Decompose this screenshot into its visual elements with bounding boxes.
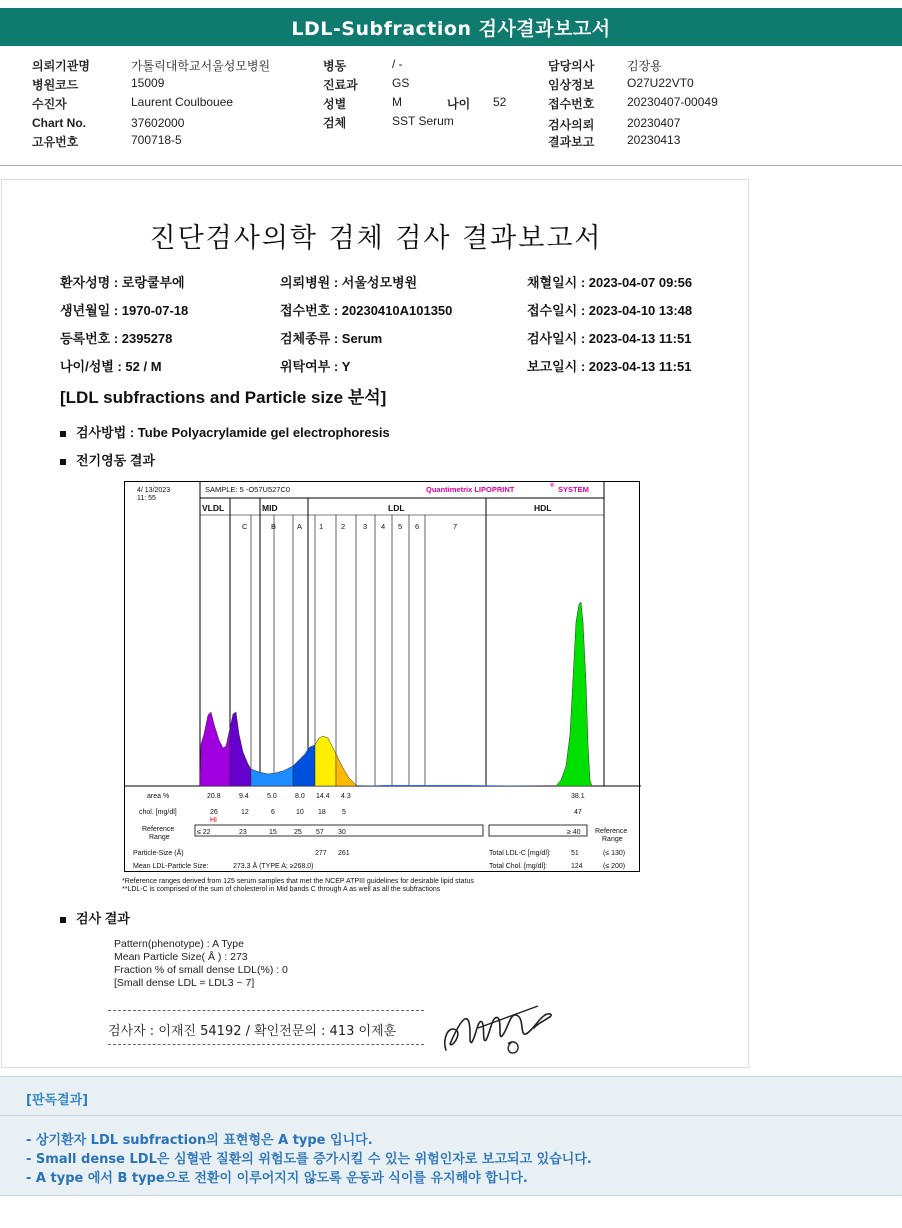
mean-size-value: 273.3 Å (TYPE A; ≥268.0) — [233, 863, 314, 870]
header-field: 임상정보 — [548, 78, 595, 92]
chart-curves — [200, 602, 592, 786]
area-value: 9.4 — [239, 793, 249, 800]
patient-field: 나이/성별 : 52 / M — [60, 359, 162, 374]
header-field: 결과보고 — [548, 135, 595, 149]
group-label: MID — [262, 503, 278, 513]
header-field — [32, 95, 67, 112]
electrophoresis-svg — [125, 482, 641, 873]
reference-value: ≤ 22 — [197, 829, 211, 836]
chart-brand-system: SYSTEM — [558, 485, 589, 494]
hdl-reference: ≥ 40 — [567, 829, 581, 836]
header-value: 20230413 — [627, 133, 681, 147]
embedded-report — [1, 179, 749, 1068]
row-label-area: area % — [147, 793, 170, 800]
dashed-divider — [108, 1044, 424, 1045]
chart-date: 4/ 13/2023 — [137, 487, 171, 494]
result-bullet — [60, 908, 130, 927]
mid-b-area — [251, 766, 293, 786]
header-field — [32, 116, 86, 130]
document-title: LDL-Subfraction 검사결과보고서 — [291, 17, 611, 40]
result-line: Pattern(phenotype) : A Type — [114, 938, 244, 950]
header-field: 검사의뢰 — [548, 118, 595, 132]
footnote: *Reference ranges derived from 125 serum samples that met the NCEP ATPIII guidelines for desirable lipid status — [122, 878, 474, 885]
section-title: [LDL subfractions and Particle size 분석] — [60, 388, 387, 407]
group-label: HDL — [534, 503, 552, 513]
chol-value: 26 — [210, 809, 218, 816]
header-field: 병동 — [323, 59, 347, 73]
header-value: Laurent Coulbouee — [131, 95, 234, 109]
group-label: LDL — [388, 503, 405, 513]
footnote: **LDL-C is comprised of the sum of cholesterol in Mid bands C through A as well as all the subfractions — [122, 886, 441, 893]
total-chol-label: Total Chol. [mg/dl]: — [489, 863, 547, 870]
reference-value: 15 — [269, 829, 277, 836]
band-label: 7 — [453, 522, 458, 531]
particle-size: 261 — [338, 850, 350, 857]
row-label-ref: Range — [149, 834, 170, 841]
patient-field: 의뢰병원 : 서울성모병원 — [280, 275, 418, 290]
header-field — [32, 57, 90, 74]
interpretation-line: - Small dense LDL은 심혈관 질환의 위험도를 증가시킬 수 있는 위험인자로 보고되고 있습니다. — [26, 1152, 592, 1167]
chart-sample: SAMPLE: 5 -O57U527C0 — [205, 485, 291, 494]
header-value: / - — [392, 57, 403, 71]
header-value: 37602000 — [131, 116, 185, 130]
chart-time: 11: 55 — [137, 495, 156, 502]
row-label-mean: Mean LDL-Particle Size: — [133, 863, 209, 870]
chart-brand-reg: ® — [550, 483, 555, 489]
result-line: Fraction % of small dense LDL(%) : 0 — [114, 964, 288, 976]
mid-a-area — [293, 745, 315, 786]
patient-field: 위탁여부 : Y — [280, 359, 351, 374]
interpretation-panel — [0, 1076, 902, 1196]
inspector-line: 검사자 : 이재진 54192 / 확인전문의 : 413 이제훈 — [108, 1024, 397, 1039]
band-label: 1 — [319, 522, 324, 531]
field-label: 수진자 — [32, 97, 67, 111]
patient-field: 생년월일 : 1970-07-18 — [60, 303, 189, 318]
patient-field: 검체종류 : Serum — [280, 331, 383, 346]
band-label: C — [242, 522, 248, 531]
dashed-divider — [108, 1010, 424, 1011]
patient-field: 접수일시 : 2023-04-10 13:48 — [527, 303, 693, 318]
area-value: 8.0 — [295, 793, 305, 800]
interpretation-line: - A type 에서 B type으로 전환이 이루어지지 않도록 운동과 식이를 유지해야 합니다. — [26, 1171, 528, 1186]
row-label-ref-right: Reference — [595, 828, 628, 835]
header-value: O27U22VT0 — [627, 76, 694, 90]
patient-field: 접수번호 : 20230410A101350 — [280, 303, 453, 318]
field-label: 고유번호 — [32, 135, 79, 149]
header-value: 52 — [493, 95, 507, 109]
header-value: 700718-5 — [131, 133, 182, 147]
chol-value: 18 — [318, 809, 326, 816]
field-label: 의뢰기관명 — [32, 59, 90, 73]
interpretation-divider — [0, 1115, 902, 1116]
bullet-icon — [60, 431, 66, 437]
band-label: 5 — [398, 522, 403, 531]
interpretation-label: [판독결과] — [26, 1093, 89, 1108]
header-value: GS — [392, 76, 410, 90]
header-value: 김장용 — [627, 59, 662, 73]
interpretation-line: - 상기환자 LDL subfraction의 표현형은 A type 입니다. — [26, 1133, 373, 1148]
header-field — [32, 76, 78, 93]
reference-value: 57 — [316, 829, 324, 836]
patient-field: 환자성명 : 로랑쿨부에 — [60, 275, 185, 290]
total-ldl-value: 51 — [571, 850, 579, 857]
patient-field: 채혈일시 : 2023-04-07 09:56 — [527, 275, 693, 290]
chart-brand: Quantimetrix LIPOPRINT — [426, 485, 515, 494]
vldl-area — [200, 712, 230, 786]
band-label: B — [271, 522, 277, 531]
band-label: 6 — [415, 522, 420, 531]
patient-field: 등록번호 : 2395278 — [60, 331, 173, 346]
chol-value: 12 — [241, 809, 249, 816]
band-label: 3 — [363, 522, 368, 531]
patient-field: 보고일시 : 2023-04-13 11:51 — [527, 359, 692, 374]
report-title-bar — [0, 8, 902, 46]
bullet-icon — [60, 917, 66, 923]
chol-value: 10 — [296, 809, 304, 816]
mid-c-area — [230, 712, 251, 786]
signature-image — [438, 1000, 568, 1060]
total-chol-ref: (≤ 200) — [603, 863, 626, 870]
report-heading: 진단검사의학 검체 검사 결과보고서 — [149, 223, 603, 254]
header-value: SST Serum — [392, 114, 454, 128]
method-bullet — [60, 422, 390, 441]
group-label: VLDL — [202, 503, 225, 513]
method-text: 검사방법 : Tube Polyacrylamide gel electrophoresis — [76, 425, 390, 440]
total-chol-value: 124 — [571, 863, 583, 870]
header-field: 검체 — [323, 116, 347, 130]
area-value: 20.8 — [207, 793, 221, 800]
row-label-size: Particle-Size (Å) — [133, 850, 184, 857]
result-label: 검사 결과 — [76, 911, 130, 926]
field-label: 병원코드 — [32, 78, 79, 92]
row-label-ref-right: Range — [602, 836, 623, 843]
area-value: 14.4 — [316, 793, 330, 800]
reference-value: 23 — [239, 829, 247, 836]
chart-labels — [133, 482, 627, 870]
header-value: 20230407 — [627, 116, 681, 130]
field-label: Chart No. — [32, 116, 86, 130]
chol-value: 5 — [342, 809, 346, 816]
particle-size: 277 — [315, 850, 327, 857]
electro-label: 전기영동 결과 — [76, 453, 155, 468]
row-label-ref: Reference — [142, 826, 175, 833]
total-ldl-label: Total LDL-C [mg/dl]: — [489, 850, 551, 857]
chol-value: 47 — [574, 809, 582, 816]
result-line: Mean Particle Size( Å ) : 273 — [114, 951, 248, 963]
area-value: 4.3 — [341, 793, 351, 800]
bullet-icon — [60, 459, 66, 465]
ldl2-area — [336, 754, 356, 786]
chol-value: 6 — [271, 809, 275, 816]
electro-bullet — [60, 450, 155, 469]
area-value: 38.1 — [571, 793, 585, 800]
header-value: M — [392, 95, 402, 109]
row-label-chol: chol. [mg/dl] — [139, 809, 177, 816]
header-field: 나이 — [447, 97, 471, 111]
electrophoresis-chart — [124, 481, 640, 872]
header-field: 담당의사 — [548, 59, 595, 73]
ldl1-area — [315, 736, 336, 786]
band-label: 2 — [341, 522, 346, 531]
hdl-area — [556, 602, 592, 786]
header-divider — [0, 165, 902, 166]
total-ldl-ref: (≤ 130) — [603, 850, 626, 857]
band-label: 4 — [381, 522, 386, 531]
band-label: A — [297, 522, 303, 531]
area-value: 5.0 — [267, 793, 277, 800]
reference-value: 30 — [338, 829, 346, 836]
header-field: 진료과 — [323, 78, 358, 92]
reference-value: 25 — [294, 829, 302, 836]
result-line: [Small dense LDL = LDL3 ~ 7] — [114, 977, 255, 989]
header-value: 15009 — [131, 76, 165, 90]
patient-field: 검사일시 : 2023-04-13 11:51 — [527, 331, 692, 346]
header-field — [32, 133, 78, 150]
header-value: 20230407-00049 — [627, 95, 718, 109]
hi-flag: HI — [210, 817, 217, 824]
header-value: 가톨릭대학교서울성모병원 — [131, 59, 271, 73]
header-field: 성별 — [323, 97, 347, 111]
header-field: 접수번호 — [548, 97, 595, 111]
